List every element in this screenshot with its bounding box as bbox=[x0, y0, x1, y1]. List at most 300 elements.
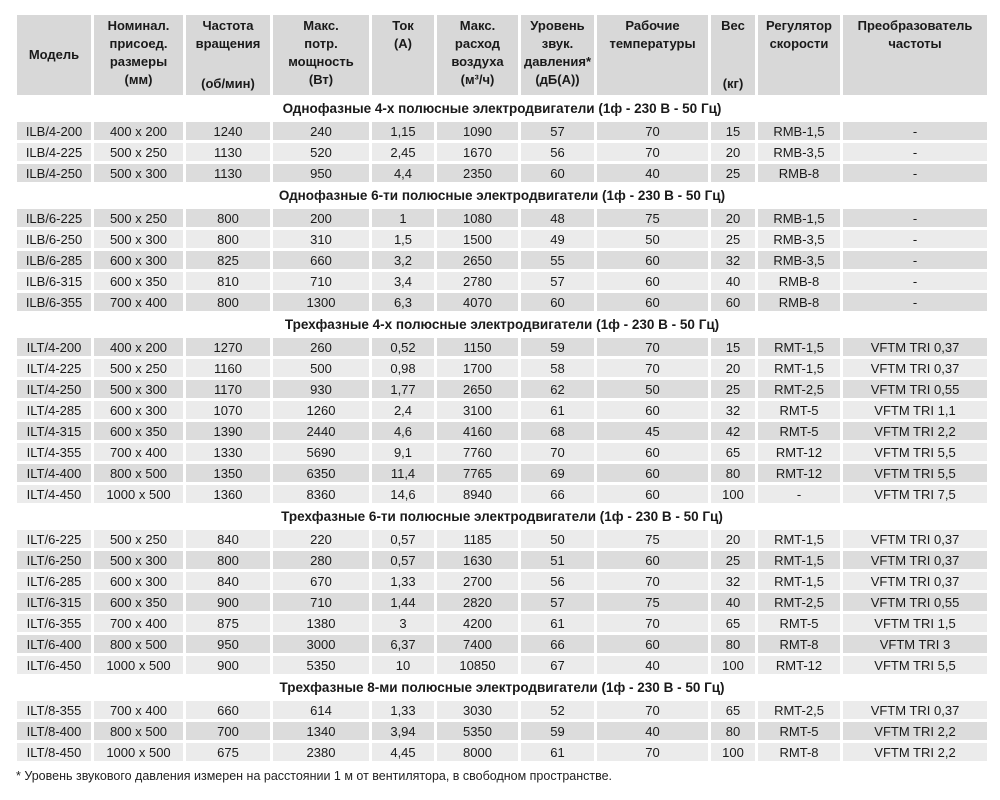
header-line: Частота bbox=[202, 18, 254, 33]
cell-noise: 56 bbox=[521, 572, 594, 590]
cell-regulator: RMT-2,5 bbox=[758, 593, 840, 611]
cell-airflow: 2650 bbox=[437, 251, 518, 269]
column-header-converter bbox=[843, 15, 987, 95]
table-row bbox=[17, 701, 987, 719]
cell-rpm: 800 bbox=[186, 209, 270, 227]
cell-model: ILT/4-200 bbox=[17, 338, 91, 356]
spec-table-body bbox=[17, 15, 987, 761]
cell-power: 670 bbox=[273, 572, 369, 590]
cell-noise: 61 bbox=[521, 614, 594, 632]
table-row bbox=[17, 272, 987, 290]
cell-regulator: RMT-5 bbox=[758, 401, 840, 419]
cell-dimensions: 600 x 300 bbox=[94, 401, 183, 419]
cell-noise: 70 bbox=[521, 443, 594, 461]
cell-weight: 15 bbox=[711, 122, 755, 140]
cell-rpm: 840 bbox=[186, 530, 270, 548]
cell-dimensions: 400 x 200 bbox=[94, 122, 183, 140]
header-line: Преобразователь bbox=[857, 18, 973, 33]
cell-regulator: - bbox=[758, 485, 840, 503]
cell-current: 0,52 bbox=[372, 338, 434, 356]
cell-current: 6,3 bbox=[372, 293, 434, 311]
cell-airflow: 7760 bbox=[437, 443, 518, 461]
cell-power: 5690 bbox=[273, 443, 369, 461]
column-header-model bbox=[17, 15, 91, 95]
cell-power: 1380 bbox=[273, 614, 369, 632]
cell-current: 2,4 bbox=[372, 401, 434, 419]
cell-temp: 75 bbox=[597, 530, 708, 548]
cell-power: 710 bbox=[273, 593, 369, 611]
cell-model: ILB/6-285 bbox=[17, 251, 91, 269]
cell-noise: 55 bbox=[521, 251, 594, 269]
cell-temp: 70 bbox=[597, 143, 708, 161]
cell-noise: 58 bbox=[521, 359, 594, 377]
cell-rpm: 875 bbox=[186, 614, 270, 632]
table-row bbox=[17, 614, 987, 632]
cell-dimensions: 700 x 400 bbox=[94, 614, 183, 632]
cell-model: ILB/6-250 bbox=[17, 230, 91, 248]
cell-model: ILT/4-285 bbox=[17, 401, 91, 419]
table-row bbox=[17, 656, 987, 674]
cell-noise: 57 bbox=[521, 272, 594, 290]
cell-airflow: 1700 bbox=[437, 359, 518, 377]
cell-rpm: 810 bbox=[186, 272, 270, 290]
cell-airflow: 7765 bbox=[437, 464, 518, 482]
section-title: Однофазные 4-х полюсные электродвигатели (1ф - 230 В - 50 Гц) bbox=[17, 98, 987, 119]
cell-converter: VFTM TRI 1,1 bbox=[843, 401, 987, 419]
header-line: (кг) bbox=[722, 76, 744, 91]
cell-converter: - bbox=[843, 209, 987, 227]
cell-dimensions: 500 x 300 bbox=[94, 380, 183, 398]
cell-model: ILT/6-315 bbox=[17, 593, 91, 611]
cell-current: 1,44 bbox=[372, 593, 434, 611]
cell-weight: 20 bbox=[711, 209, 755, 227]
cell-airflow: 7400 bbox=[437, 635, 518, 653]
cell-converter: VFTM TRI 0,37 bbox=[843, 572, 987, 590]
column-header-dimensions bbox=[94, 15, 183, 95]
cell-rpm: 1360 bbox=[186, 485, 270, 503]
cell-rpm: 840 bbox=[186, 572, 270, 590]
table-row bbox=[17, 380, 987, 398]
cell-airflow: 1670 bbox=[437, 143, 518, 161]
table-row bbox=[17, 230, 987, 248]
cell-converter: VFTM TRI 3 bbox=[843, 635, 987, 653]
cell-airflow: 8940 bbox=[437, 485, 518, 503]
cell-temp: 60 bbox=[597, 464, 708, 482]
cell-temp: 60 bbox=[597, 251, 708, 269]
column-header-rpm bbox=[186, 15, 270, 95]
cell-power: 1340 bbox=[273, 722, 369, 740]
header-line: звук. bbox=[541, 36, 574, 51]
cell-rpm: 800 bbox=[186, 230, 270, 248]
cell-dimensions: 500 x 300 bbox=[94, 164, 183, 182]
cell-current: 0,57 bbox=[372, 530, 434, 548]
table-row bbox=[17, 422, 987, 440]
cell-weight: 80 bbox=[711, 464, 755, 482]
header-line: частоты bbox=[888, 36, 942, 51]
cell-regulator: RMT-1,5 bbox=[758, 551, 840, 569]
cell-rpm: 1160 bbox=[186, 359, 270, 377]
cell-dimensions: 700 x 400 bbox=[94, 701, 183, 719]
cell-power: 1300 bbox=[273, 293, 369, 311]
table-row bbox=[17, 572, 987, 590]
header-line: Макс. bbox=[459, 18, 496, 33]
cell-current: 1,77 bbox=[372, 380, 434, 398]
cell-current: 2,45 bbox=[372, 143, 434, 161]
cell-airflow: 2820 bbox=[437, 593, 518, 611]
cell-regulator: RMT-5 bbox=[758, 614, 840, 632]
cell-temp: 50 bbox=[597, 380, 708, 398]
cell-airflow: 1080 bbox=[437, 209, 518, 227]
table-row bbox=[17, 551, 987, 569]
column-header-power bbox=[273, 15, 369, 95]
table-row bbox=[17, 122, 987, 140]
cell-current: 4,45 bbox=[372, 743, 434, 761]
cell-regulator: RMB-3,5 bbox=[758, 251, 840, 269]
cell-regulator: RMT-12 bbox=[758, 443, 840, 461]
cell-dimensions: 500 x 250 bbox=[94, 359, 183, 377]
cell-dimensions: 600 x 350 bbox=[94, 593, 183, 611]
cell-regulator: RMT-2,5 bbox=[758, 701, 840, 719]
header-line: размеры bbox=[109, 54, 168, 69]
cell-airflow: 2700 bbox=[437, 572, 518, 590]
cell-regulator: RMT-12 bbox=[758, 656, 840, 674]
cell-converter: VFTM TRI 0,37 bbox=[843, 701, 987, 719]
cell-temp: 70 bbox=[597, 359, 708, 377]
cell-rpm: 900 bbox=[186, 656, 270, 674]
header-line: температуры bbox=[609, 36, 696, 51]
column-header-weight bbox=[711, 15, 755, 95]
table-row bbox=[17, 251, 987, 269]
cell-converter: VFTM TRI 1,5 bbox=[843, 614, 987, 632]
table-row bbox=[17, 164, 987, 182]
section-row-3 bbox=[17, 506, 987, 527]
cell-regulator: RMB-3,5 bbox=[758, 143, 840, 161]
cell-converter: VFTM TRI 0,55 bbox=[843, 593, 987, 611]
cell-airflow: 1500 bbox=[437, 230, 518, 248]
cell-regulator: RMB-8 bbox=[758, 293, 840, 311]
cell-temp: 40 bbox=[597, 164, 708, 182]
table-row bbox=[17, 485, 987, 503]
cell-regulator: RMT-8 bbox=[758, 635, 840, 653]
header-line: (Вт) bbox=[308, 72, 334, 87]
cell-converter: VFTM TRI 0,37 bbox=[843, 551, 987, 569]
cell-noise: 60 bbox=[521, 164, 594, 182]
cell-weight: 100 bbox=[711, 485, 755, 503]
cell-weight: 100 bbox=[711, 656, 755, 674]
cell-power: 8360 bbox=[273, 485, 369, 503]
cell-model: ILT/6-285 bbox=[17, 572, 91, 590]
cell-noise: 59 bbox=[521, 722, 594, 740]
cell-converter: VFTM TRI 0,37 bbox=[843, 530, 987, 548]
cell-model: ILB/4-225 bbox=[17, 143, 91, 161]
cell-airflow: 10850 bbox=[437, 656, 518, 674]
cell-temp: 40 bbox=[597, 656, 708, 674]
cell-noise: 56 bbox=[521, 143, 594, 161]
cell-noise: 57 bbox=[521, 122, 594, 140]
cell-weight: 60 bbox=[711, 293, 755, 311]
cell-current: 9,1 bbox=[372, 443, 434, 461]
cell-temp: 70 bbox=[597, 614, 708, 632]
cell-regulator: RMT-5 bbox=[758, 722, 840, 740]
cell-regulator: RMT-2,5 bbox=[758, 380, 840, 398]
cell-temp: 60 bbox=[597, 401, 708, 419]
cell-model: ILT/6-400 bbox=[17, 635, 91, 653]
cell-airflow: 1630 bbox=[437, 551, 518, 569]
section-title: Трехфазные 6-ти полюсные электродвигатели (1ф - 230 В - 50 Гц) bbox=[17, 506, 987, 527]
table-row bbox=[17, 464, 987, 482]
cell-power: 310 bbox=[273, 230, 369, 248]
header-line: Регулятор bbox=[766, 18, 832, 33]
cell-regulator: RMT-8 bbox=[758, 743, 840, 761]
cell-dimensions: 500 x 300 bbox=[94, 230, 183, 248]
cell-rpm: 950 bbox=[186, 635, 270, 653]
cell-model: ILT/6-225 bbox=[17, 530, 91, 548]
cell-dimensions: 500 x 300 bbox=[94, 551, 183, 569]
column-header-noise bbox=[521, 15, 594, 95]
cell-current: 11,4 bbox=[372, 464, 434, 482]
cell-model: ILB/6-355 bbox=[17, 293, 91, 311]
cell-rpm: 660 bbox=[186, 701, 270, 719]
table-row bbox=[17, 722, 987, 740]
cell-weight: 40 bbox=[711, 593, 755, 611]
cell-converter: - bbox=[843, 272, 987, 290]
header-line: Номинал. bbox=[107, 18, 170, 33]
cell-weight: 65 bbox=[711, 443, 755, 461]
cell-airflow: 1185 bbox=[437, 530, 518, 548]
cell-rpm: 1330 bbox=[186, 443, 270, 461]
cell-model: ILT/6-355 bbox=[17, 614, 91, 632]
cell-noise: 67 bbox=[521, 656, 594, 674]
cell-rpm: 700 bbox=[186, 722, 270, 740]
cell-model: ILT/4-450 bbox=[17, 485, 91, 503]
table-row bbox=[17, 359, 987, 377]
cell-airflow: 4070 bbox=[437, 293, 518, 311]
cell-temp: 45 bbox=[597, 422, 708, 440]
cell-dimensions: 800 x 500 bbox=[94, 722, 183, 740]
table-row bbox=[17, 593, 987, 611]
cell-weight: 42 bbox=[711, 422, 755, 440]
cell-airflow: 4200 bbox=[437, 614, 518, 632]
table-row bbox=[17, 338, 987, 356]
cell-weight: 25 bbox=[711, 551, 755, 569]
cell-current: 6,37 bbox=[372, 635, 434, 653]
cell-regulator: RMT-1,5 bbox=[758, 359, 840, 377]
cell-power: 1260 bbox=[273, 401, 369, 419]
cell-rpm: 1350 bbox=[186, 464, 270, 482]
section-row-4 bbox=[17, 677, 987, 698]
cell-current: 10 bbox=[372, 656, 434, 674]
header-line: (А) bbox=[393, 36, 413, 51]
cell-model: ILT/4-400 bbox=[17, 464, 91, 482]
cell-model: ILT/4-355 bbox=[17, 443, 91, 461]
cell-regulator: RMT-1,5 bbox=[758, 338, 840, 356]
cell-rpm: 800 bbox=[186, 293, 270, 311]
cell-airflow: 5350 bbox=[437, 722, 518, 740]
cell-current: 3,94 bbox=[372, 722, 434, 740]
cell-model: ILT/8-355 bbox=[17, 701, 91, 719]
cell-converter: - bbox=[843, 164, 987, 182]
cell-converter: VFTM TRI 5,5 bbox=[843, 464, 987, 482]
cell-airflow: 2780 bbox=[437, 272, 518, 290]
cell-power: 6350 bbox=[273, 464, 369, 482]
cell-current: 4,4 bbox=[372, 164, 434, 182]
cell-airflow: 4160 bbox=[437, 422, 518, 440]
cell-current: 14,6 bbox=[372, 485, 434, 503]
cell-airflow: 1090 bbox=[437, 122, 518, 140]
cell-rpm: 675 bbox=[186, 743, 270, 761]
cell-dimensions: 400 x 200 bbox=[94, 338, 183, 356]
cell-noise: 66 bbox=[521, 635, 594, 653]
header-line: Макс. bbox=[303, 18, 339, 33]
header-line: вращения bbox=[195, 36, 261, 51]
cell-current: 1,33 bbox=[372, 572, 434, 590]
section-row-1 bbox=[17, 185, 987, 206]
header-line: Модель bbox=[28, 47, 80, 62]
cell-regulator: RMB-8 bbox=[758, 164, 840, 182]
cell-dimensions: 500 x 250 bbox=[94, 209, 183, 227]
cell-rpm: 1170 bbox=[186, 380, 270, 398]
cell-dimensions: 1000 x 500 bbox=[94, 656, 183, 674]
cell-converter: - bbox=[843, 143, 987, 161]
cell-current: 0,57 bbox=[372, 551, 434, 569]
cell-current: 4,6 bbox=[372, 422, 434, 440]
cell-converter: VFTM TRI 0,37 bbox=[843, 359, 987, 377]
section-title: Однофазные 6-ти полюсные электродвигатели (1ф - 230 В - 50 Гц) bbox=[17, 185, 987, 206]
cell-temp: 70 bbox=[597, 122, 708, 140]
cell-temp: 60 bbox=[597, 485, 708, 503]
cell-temp: 70 bbox=[597, 701, 708, 719]
cell-temp: 50 bbox=[597, 230, 708, 248]
cell-airflow: 2350 bbox=[437, 164, 518, 182]
header-line: (мм) bbox=[124, 72, 153, 87]
cell-power: 930 bbox=[273, 380, 369, 398]
cell-noise: 49 bbox=[521, 230, 594, 248]
cell-power: 950 bbox=[273, 164, 369, 182]
cell-converter: - bbox=[843, 293, 987, 311]
cell-power: 260 bbox=[273, 338, 369, 356]
cell-weight: 32 bbox=[711, 251, 755, 269]
cell-weight: 65 bbox=[711, 701, 755, 719]
header-line: Вес bbox=[721, 18, 745, 33]
cell-rpm: 1270 bbox=[186, 338, 270, 356]
cell-converter: VFTM TRI 2,2 bbox=[843, 722, 987, 740]
cell-power: 280 bbox=[273, 551, 369, 569]
cell-temp: 60 bbox=[597, 293, 708, 311]
header-line: потр. bbox=[304, 36, 338, 51]
cell-current: 1,5 bbox=[372, 230, 434, 248]
cell-temp: 70 bbox=[597, 743, 708, 761]
cell-weight: 40 bbox=[711, 272, 755, 290]
cell-regulator: RMB-8 bbox=[758, 272, 840, 290]
cell-rpm: 1130 bbox=[186, 164, 270, 182]
cell-airflow: 8000 bbox=[437, 743, 518, 761]
header-row bbox=[17, 15, 987, 95]
cell-converter: VFTM TRI 5,5 bbox=[843, 443, 987, 461]
cell-current: 0,98 bbox=[372, 359, 434, 377]
cell-regulator: RMB-3,5 bbox=[758, 230, 840, 248]
cell-noise: 66 bbox=[521, 485, 594, 503]
sound-level-footnote: * Уровень звукового давления измерен на расстоянии 1 м от вентилятора, в свободном пространстве. bbox=[16, 769, 613, 783]
header-line: Уровень bbox=[530, 18, 585, 33]
cell-weight: 25 bbox=[711, 380, 755, 398]
cell-power: 3000 bbox=[273, 635, 369, 653]
column-header-airflow bbox=[437, 15, 518, 95]
cell-airflow: 1150 bbox=[437, 338, 518, 356]
cell-weight: 32 bbox=[711, 572, 755, 590]
table-row bbox=[17, 530, 987, 548]
cell-noise: 50 bbox=[521, 530, 594, 548]
cell-model: ILB/4-200 bbox=[17, 122, 91, 140]
cell-power: 2440 bbox=[273, 422, 369, 440]
cell-power: 220 bbox=[273, 530, 369, 548]
cell-temp: 70 bbox=[597, 338, 708, 356]
cell-converter: VFTM TRI 0,55 bbox=[843, 380, 987, 398]
column-header-current bbox=[372, 15, 434, 95]
cell-airflow: 3100 bbox=[437, 401, 518, 419]
cell-noise: 52 bbox=[521, 701, 594, 719]
cell-temp: 70 bbox=[597, 572, 708, 590]
cell-temp: 60 bbox=[597, 443, 708, 461]
cell-regulator: RMB-1,5 bbox=[758, 122, 840, 140]
cell-dimensions: 1000 x 500 bbox=[94, 485, 183, 503]
cell-regulator: RMT-12 bbox=[758, 464, 840, 482]
cell-noise: 69 bbox=[521, 464, 594, 482]
cell-rpm: 800 bbox=[186, 551, 270, 569]
table-row bbox=[17, 143, 987, 161]
cell-model: ILT/4-225 bbox=[17, 359, 91, 377]
spec-table bbox=[14, 12, 990, 764]
cell-weight: 20 bbox=[711, 359, 755, 377]
cell-current: 1 bbox=[372, 209, 434, 227]
cell-dimensions: 800 x 500 bbox=[94, 464, 183, 482]
cell-rpm: 1390 bbox=[186, 422, 270, 440]
cell-dimensions: 600 x 300 bbox=[94, 251, 183, 269]
cell-temp: 60 bbox=[597, 635, 708, 653]
table-row bbox=[17, 635, 987, 653]
cell-converter: - bbox=[843, 230, 987, 248]
cell-weight: 20 bbox=[711, 143, 755, 161]
cell-rpm: 900 bbox=[186, 593, 270, 611]
cell-weight: 15 bbox=[711, 338, 755, 356]
cell-model: ILT/4-315 bbox=[17, 422, 91, 440]
cell-noise: 48 bbox=[521, 209, 594, 227]
cell-model: ILT/6-250 bbox=[17, 551, 91, 569]
section-title: Трехфазные 8-ми полюсные электродвигатели (1ф - 230 В - 50 Гц) bbox=[17, 677, 987, 698]
cell-weight: 32 bbox=[711, 401, 755, 419]
cell-converter: VFTM TRI 5,5 bbox=[843, 656, 987, 674]
header-line: Рабочие bbox=[625, 18, 680, 33]
cell-power: 2380 bbox=[273, 743, 369, 761]
header-line: (об/мин) bbox=[201, 76, 255, 91]
cell-current: 3 bbox=[372, 614, 434, 632]
cell-dimensions: 700 x 400 bbox=[94, 293, 183, 311]
cell-converter: VFTM TRI 2,2 bbox=[843, 743, 987, 761]
table-row bbox=[17, 743, 987, 761]
cell-model: ILT/8-400 bbox=[17, 722, 91, 740]
cell-weight: 80 bbox=[711, 635, 755, 653]
cell-noise: 62 bbox=[521, 380, 594, 398]
header-line: расход bbox=[454, 36, 501, 51]
header-line: (дБ(А)) bbox=[535, 72, 580, 87]
section-row-0 bbox=[17, 98, 987, 119]
cell-model: ILB/6-225 bbox=[17, 209, 91, 227]
cell-noise: 51 bbox=[521, 551, 594, 569]
cell-dimensions: 800 x 500 bbox=[94, 635, 183, 653]
cell-rpm: 1240 bbox=[186, 122, 270, 140]
cell-model: ILB/4-250 bbox=[17, 164, 91, 182]
cell-rpm: 825 bbox=[186, 251, 270, 269]
cell-noise: 60 bbox=[521, 293, 594, 311]
